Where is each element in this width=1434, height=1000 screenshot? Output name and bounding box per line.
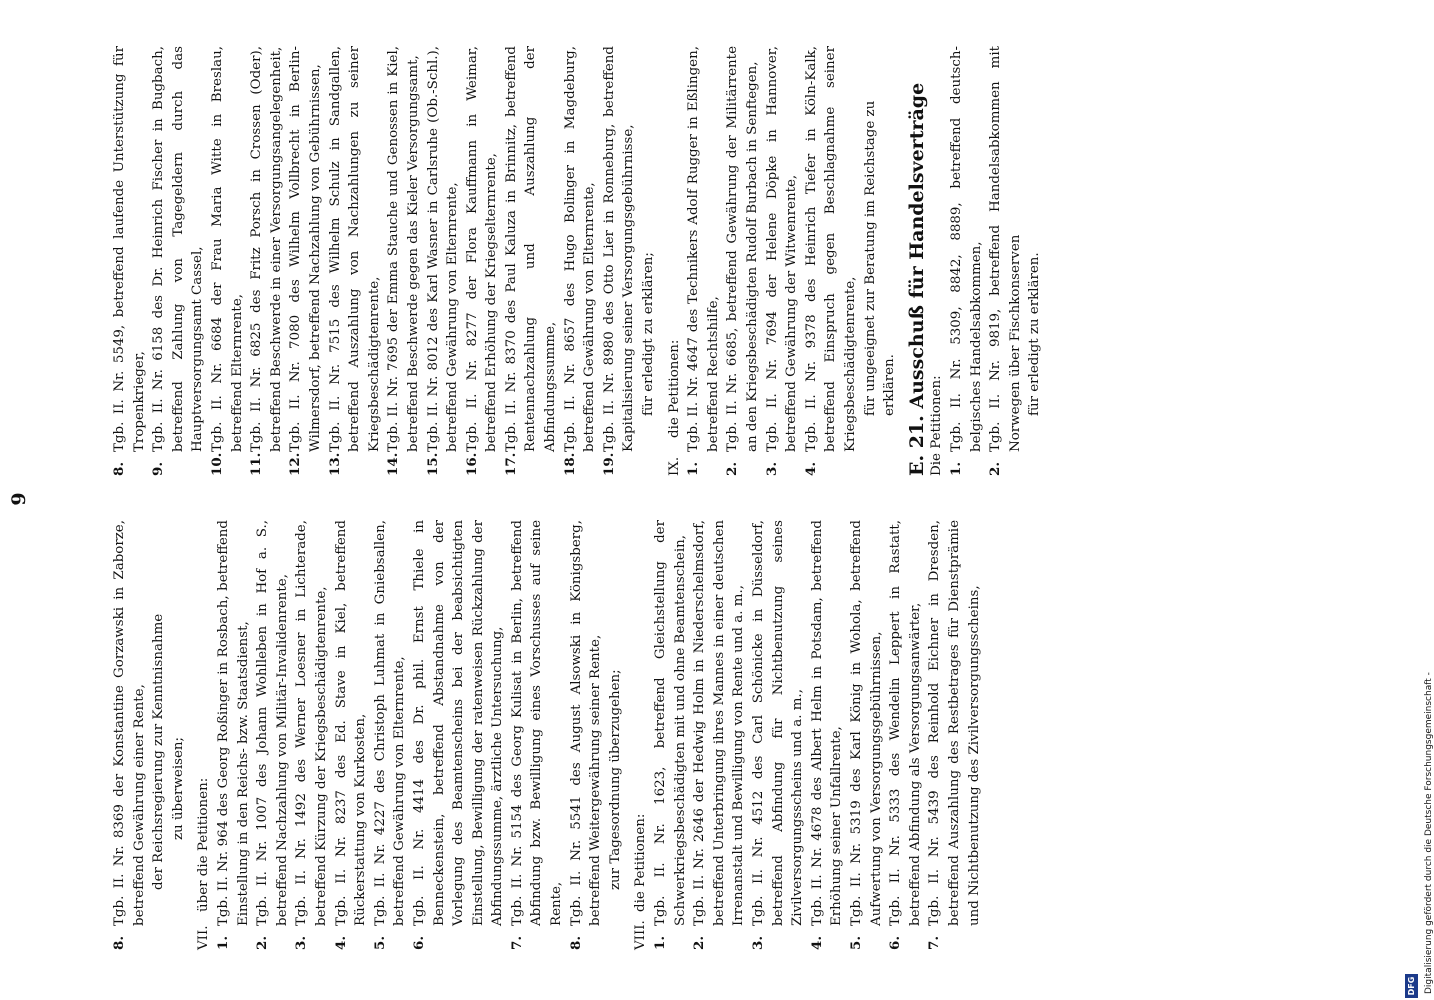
item-number: 6. [887, 936, 904, 950]
list-item [332, 520, 371, 950]
resolution-clause: zur Tagesordnung überzugehen; [607, 669, 623, 890]
item-text: Tgb. II. Nr. 6825 des Fritz Porsch in Crossen (Oder), betreffend Beschwerde in einer Versorgungsangelegenheit, [249, 46, 284, 452]
item-number: 11. [248, 452, 265, 476]
item-number: 7. [926, 936, 943, 950]
item-number: 2. [987, 462, 1004, 476]
item-number: 13. [326, 452, 343, 476]
item-number: 8. [567, 936, 584, 950]
list-item [847, 520, 886, 950]
resolution-clause: für erledigt zu erklären; [641, 252, 657, 416]
item-text: Tgb. II. Nr. 8370 des Paul Kaluza in Brinnitz, betreffend Rentennachzahlung und Auszahlung der Abfindungssumme, [503, 46, 559, 452]
item-number: 12. [287, 452, 304, 476]
item-number: 9. [150, 462, 167, 476]
item-number: 14. [385, 452, 402, 476]
list-item [684, 46, 723, 476]
item-number: 4. [802, 462, 819, 476]
item-number: 16. [463, 452, 480, 476]
item-text: Tgb. II. Nr. 8012 des Karl Wasner in Carlsruhe (Ob.-Schl.), betreffend Gewährung von Elternrente, [425, 46, 461, 452]
section-heading [665, 46, 685, 476]
list-item [502, 46, 561, 476]
resolution-clause: der Reichsregierung zur Kenntnisnahme [151, 613, 167, 890]
section-number: VII. [196, 925, 212, 950]
item-text: Tgb. II. Nr. 8657 des Hugo Bolinger in Magdeburg, betreffend Gewährung von Elternrente, [562, 46, 598, 452]
item-number: 4. [332, 936, 349, 950]
item-text: Tgb. II. Nr. 4647 des Technikers Adolf Rugger in Eßlingen, betreffend Rechtshilfe, [686, 46, 721, 452]
list-item [110, 46, 149, 476]
list-item [371, 520, 410, 950]
item-text: Tgb. II. Nr. 964 des Georg Roßinger in Rosbach, betreffend Einstellung in den Reichs- bzw. Staatsdienst, [215, 520, 251, 926]
item-number: 2. [254, 936, 271, 950]
item-text: Tgb. II. Nr. 5549, betreffend laufende Unterstützung für Tropenkrieger, [112, 46, 147, 452]
list-item [763, 46, 802, 476]
list-item [600, 46, 639, 476]
left-column [110, 520, 984, 950]
petition-list [651, 520, 984, 950]
item-text: Tgb. II. Nr. 4414 des Dr. phil. Ernst Thiele in Benneckenstein, betreffend Abstandnahme von der Vorlegung des Beamtenscheins bei der beabsichtigten Einstellung, Bewilligung der ratenweisen Rückzahlung der Abfindungssumme, ärztliche Untersuchung, [411, 520, 506, 926]
petition-list [684, 46, 860, 476]
resolution-clause: zu überweisen; [170, 736, 186, 840]
item-text: Tgb. II. Nr. 5319 des Karl König in Wohola, betreffend Aufwertung von Versorgungsgebührnissen, [848, 520, 884, 926]
item-text: Tgb. II. Nr. 5541 des August Alsowski in Königsberg, betreffend Weitergewährung seiner Rente, [568, 520, 604, 926]
item-text: Tgb. II. Nr. 5333 des Wendelin Leppert in Rastatt, betreffend Abfindung als Versorgungsanwärter, [888, 520, 923, 926]
list-item [292, 520, 331, 950]
resolution-clause: für ungeeignet zur Beratung im Reichstage zu erklären. [862, 100, 898, 416]
list-item [326, 46, 385, 476]
item-text: Tgb. II. Nr. 1492 des Werner Loesner in Lichterade, betreffend Kürzung der Kriegsbeschädigtenrente, [294, 520, 329, 926]
item-number: 1. [685, 462, 702, 476]
item-text: Tgb. II. Nr. 4678 des Albert Helm in Potsdam, betreffend Erhöhung seiner Unfallrente, [809, 520, 845, 926]
item-text: Tgb. II. Nr. 7694 der Helene Döpke in Hannover, betreffend Gewährung der Witwenrente, [764, 46, 800, 452]
section-text: die Petitionen: [633, 813, 649, 912]
item-number: 2. [724, 462, 741, 476]
resolution-clause: für erledigt zu erklären. [1027, 252, 1043, 416]
item-text: Tgb. II. Nr. 8369 der Konstantine Gorzawski in Zaborze, betreffend Gewährung einer Rente, [112, 520, 147, 926]
section-number: VIII. [633, 920, 649, 950]
item-text: Tgb. II. Nr. 7515 des Wilhelm Schulz in Sandgallen, betreffend Auszahlung von Nachzahlungen zu seiner Kriegsbeschädigtenrente, [327, 46, 382, 452]
item-number: 8. [111, 936, 127, 950]
list-item [986, 46, 1025, 476]
item-text: Tgb. II. Nr. 5154 des Georg Kulisat in Berlin, betreffend Abfindung bzw. Bewilligung eines Vorschusses auf seine Rente, [509, 520, 565, 926]
item-number: 19. [600, 452, 617, 476]
list-item [424, 46, 463, 476]
item-number: 4. [808, 936, 825, 950]
item-text: Tgb. II. Nr. 6684 der Frau Maria Witte in Breslau, betreffend Elternrente, [209, 46, 245, 452]
section-heading [194, 520, 214, 950]
item-text: Tgb. II. Nr. 8237 des Ed. Stave in Kiel, betreffend Rückerstattung von Kurkosten, [333, 520, 369, 926]
list-item [808, 520, 847, 950]
section-text: Die Petitionen: [929, 375, 945, 476]
list-item [925, 520, 984, 950]
list-item [561, 46, 600, 476]
list-item [463, 46, 502, 476]
item-text: Tgb. II. Nr. 9819, betreffend Handelsabkommen mit Norwegen über Fischkonserven [988, 46, 1023, 452]
list-item [208, 46, 247, 476]
item-text: Tgb. II. Nr. 7080 des Wilhelm Vollbrecht in Berlin-Wilmersdorf, betreffend Nachzahlung von Gebührnissen, [288, 46, 323, 452]
section-text: die Petitionen: [666, 339, 682, 438]
item-number: 1. [947, 462, 964, 476]
item-number: 1. [214, 936, 231, 950]
item-number: 5. [371, 936, 388, 950]
item-number: 6. [410, 936, 427, 950]
list-item [802, 46, 861, 476]
item-text: Tgb. II. Nr. 1007 des Johann Wohlleben in Hof a. S., betreffend Nachzahlung von Militär-Invalidenrente, [255, 520, 290, 926]
list-item [508, 520, 567, 950]
page-number: 9 [8, 492, 30, 506]
list-item [214, 520, 253, 950]
list-item [149, 46, 208, 476]
list-item [247, 46, 286, 476]
item-number: 5. [847, 936, 864, 950]
item-number: 2. [691, 936, 708, 950]
item-number: 1. [652, 936, 669, 950]
section-number: IX. [666, 456, 682, 476]
right-column [110, 46, 1045, 476]
list-item [886, 520, 925, 950]
item-number: 7. [508, 936, 525, 950]
item-text: Tgb. II. Nr. 7695 der Emma Stauche und Genossen in Kiel, betreffend Beschwerde gegen das Kieler Versorgungsamt, [386, 46, 421, 452]
item-number: 10. [208, 452, 225, 476]
item-text: Tgb. II. Nr. 1623, betreffend Gleichstellung der Schwerkriegsbeschädigten mit und ohne Beamtenschein, [653, 520, 688, 926]
list-item [253, 520, 292, 950]
list-item [749, 520, 808, 950]
item-text: Tgb. II. Nr. 8277 der Flora Kauffmann in Weimar, betreffend Erhöhung der Kriegselternrente, [464, 46, 500, 452]
footer-credit: Digitalisierung gefördert durch die Deutsche Forschungsgemeinschaft - [1424, 672, 1434, 994]
item-text: Tgb. II. Nr. 5309, 8842, 8889, betreffend deutsch-belgisches Handelsabkommen, [948, 46, 984, 452]
item-number: 3. [293, 936, 310, 950]
dfg-logo: DFG [1405, 974, 1418, 998]
item-number: 3. [750, 936, 766, 950]
section-heading [631, 520, 651, 950]
item-number: 8. [111, 462, 127, 476]
petition-list [214, 520, 606, 950]
item-text: Tgb. II. Nr. 6158 des Dr. Heinrich Fischer in Bugbach, betreffend Zahlung von Tagegeldern durch das Hauptversorgungsamt Cassel, [151, 46, 206, 452]
item-number: 3. [763, 462, 780, 476]
item-text: Tgb. II. Nr. 5439 des Reinhold Eichner in Dresden, betreffend Auszahlung des Restbetrages für Dienstprämie und Nichtbenutzung des Zivilversorgungsscheins, [927, 520, 982, 926]
list-item [286, 46, 325, 476]
petition-list [110, 46, 639, 476]
item-text: Tgb. II. Nr. 4512 des Carl Schönicke in Düsseldorf, betreffend Abfindung für Nichtbenutzung seines Zivilversorgungsscheins und a. m., [751, 520, 806, 926]
list-item [690, 520, 749, 950]
list-item [723, 46, 762, 476]
item-number: 17. [502, 452, 519, 476]
list-item [947, 46, 986, 476]
list-item [651, 520, 690, 950]
list-item [410, 520, 508, 950]
section-title: E. 21. Ausschuß für Handelsverträge [905, 82, 928, 476]
list-item [384, 46, 423, 476]
item-text: Tgb. II. Nr. 2646 der Hedwig Holm in Niederschelmsdorf, betreffend Unterbringung ihres Mannes in einer deutschen Irrenanstalt und Bewilligung von Rente und a. m., [692, 520, 747, 926]
item-text: Tgb. II. Nr. 9378 des Heinrich Tiefer in Köln-Kalk, betreffend Einspruch gegen Beschlagnahme seiner Kriegsbeschädigtenrente, [803, 46, 858, 452]
item-text: Tgb. II. Nr. 6685, betreffend Gewährung der Militärrente an den Kriegsbeschädigten Rudolf Burbach in Senftegen, [725, 46, 760, 452]
section-text: über die Petitionen: [196, 777, 212, 912]
item-number: 15. [424, 452, 441, 476]
list-item [567, 520, 606, 950]
list-item [110, 520, 149, 950]
item-number: 18. [561, 452, 578, 476]
petition-list [947, 46, 1025, 476]
item-text: Tgb. II. Nr. 8980 des Otto Lier in Ronneburg, betreffend Kapitalisierung seiner Versorgungsgebührnisse, [601, 46, 637, 452]
item-text: Tgb. II. Nr. 4227 des Christoph Luhmat in Gniebsallen, betreffend Gewährung von Elternrente, [372, 520, 408, 926]
